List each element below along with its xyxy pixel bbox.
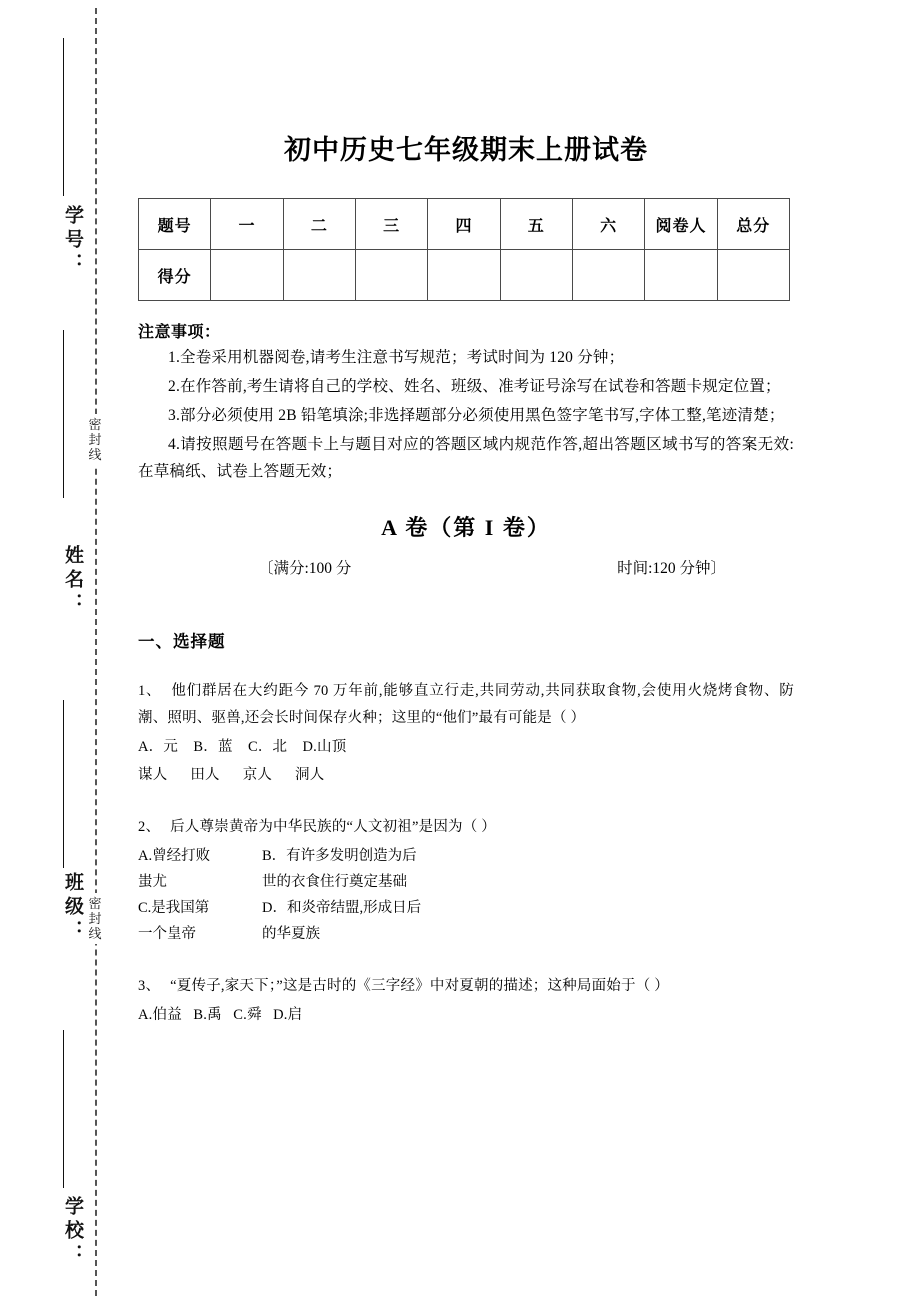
question-3-number: 3、 bbox=[138, 978, 161, 994]
sidebar-rule-1 bbox=[63, 38, 64, 196]
question-3-text: “夏传子,家天下；”这是古时的《三字经》中对夏朝的描述；这种局面始于（ ） bbox=[170, 978, 669, 994]
question-1-stem bbox=[138, 678, 794, 732]
seal-line-label-2-char-2: 封 bbox=[88, 911, 102, 926]
table-cell-score-4[interactable] bbox=[428, 250, 500, 301]
notes-item-2: 2.在作答前,考生请将自己的学校、姓名、班级、准考证号涂写在试卷和答题卡规定位置； bbox=[168, 378, 781, 395]
question-2-options bbox=[138, 843, 794, 947]
content-column bbox=[138, 0, 794, 1028]
part-full-marks: 〔满分:100 分 bbox=[258, 560, 352, 577]
page-title: 初中历史七年级期末上册试卷 bbox=[284, 135, 648, 165]
seal-line-label-1-char-3: 线 bbox=[88, 447, 102, 462]
table-cell-header-2: 二 bbox=[283, 199, 355, 250]
question-3-options-row-1[interactable]: A.伯益 B.禹 C.舜 D.启 bbox=[138, 1007, 303, 1023]
part-time-limit: 时间:120 分钟〕 bbox=[617, 560, 726, 577]
seal-line-label-2 bbox=[84, 893, 106, 944]
table-cell-score-6[interactable] bbox=[572, 250, 644, 301]
question-2-option-b-line-2[interactable]: 世的衣食住行奠定基础 bbox=[262, 874, 407, 890]
question-2-option-d-line-1[interactable]: D．和炎帝结盟,形成日后 bbox=[262, 900, 422, 916]
table-cell-score-2[interactable] bbox=[283, 250, 355, 301]
seal-line-label-2-char-1: 密 bbox=[88, 896, 102, 911]
question-2-option-b-line-1[interactable]: B．有许多发明创造为后 bbox=[262, 848, 417, 864]
question-3-stem bbox=[138, 973, 794, 1000]
seal-line-label-1-char-1: 密 bbox=[88, 417, 102, 432]
question-1-options-row-1[interactable]: A．元 B．蓝 C．北 D.山顶 bbox=[138, 739, 347, 755]
question-3 bbox=[138, 973, 794, 1028]
question-1-text: 他们群居在大约距今 70 万年前,能够直立行走,共同劳动,共同获取食物,会使用火烧烤食物、防潮、照明、驱兽,还会长时间保存火种；这里的“他们”最有可能是（ ） bbox=[138, 683, 794, 726]
notes-item-4: 4.请按照题号在答题卡上与题目对应的答题区域内规范作答,超出答题区域书写的答案无效:在草稿纸、试卷上答题无效； bbox=[138, 436, 794, 480]
notes-heading: 注意事项： bbox=[138, 324, 221, 341]
table-cell-score-3[interactable] bbox=[355, 250, 427, 301]
question-2-stem bbox=[138, 814, 794, 841]
sidebar-label-class: 班级： bbox=[62, 872, 83, 944]
question-2-number: 2、 bbox=[138, 819, 161, 835]
part-meta bbox=[138, 556, 794, 580]
table-row bbox=[139, 250, 790, 301]
table-cell-score-1[interactable] bbox=[211, 250, 283, 301]
table-cell-header-grader: 阅卷人 bbox=[645, 199, 717, 250]
question-2-options-row-2 bbox=[138, 869, 794, 895]
table-cell-header-3: 三 bbox=[355, 199, 427, 250]
table-cell-header-6: 六 bbox=[572, 199, 644, 250]
table-cell-header-1: 一 bbox=[211, 199, 283, 250]
question-2-text: 后人尊崇黄帝为中华民族的“人文初祖”是因为（ ） bbox=[170, 819, 496, 835]
table-cell-header-4: 四 bbox=[428, 199, 500, 250]
question-2-option-a-line-2[interactable]: 蚩尤 bbox=[138, 874, 167, 890]
part-title: A 卷（第 I 卷） bbox=[381, 515, 551, 540]
question-1 bbox=[138, 678, 794, 788]
table-cell-score-total[interactable] bbox=[717, 250, 789, 301]
question-2-options-row-4 bbox=[138, 921, 794, 947]
sidebar-rule-2 bbox=[63, 330, 64, 498]
question-1-options-row-2[interactable]: 谋人 田人 京人 洞人 bbox=[138, 767, 325, 783]
question-2-options-row-3 bbox=[138, 895, 794, 921]
question-2-option-c-line-2[interactable]: 一个皇帝 bbox=[138, 926, 196, 942]
table-cell-header-total: 总分 bbox=[717, 199, 789, 250]
table-cell-score-label: 得分 bbox=[139, 250, 211, 301]
question-2-option-c-line-1[interactable]: C.是我国第 bbox=[138, 900, 210, 916]
seal-line-label-1-char-2: 封 bbox=[88, 432, 102, 447]
table-row bbox=[139, 199, 790, 250]
score-table bbox=[138, 198, 790, 301]
sidebar-label-school: 学校： bbox=[62, 1196, 83, 1268]
table-cell-score-grader[interactable] bbox=[645, 250, 717, 301]
question-2-option-a-line-1[interactable]: A.曾经打败 bbox=[138, 848, 211, 864]
table-cell-score-5[interactable] bbox=[500, 250, 572, 301]
question-1-number: 1、 bbox=[138, 683, 162, 699]
table-cell-header-5: 五 bbox=[500, 199, 572, 250]
notes-item-1: 1.全卷采用机器阅卷,请考生注意书写规范；考试时间为 120 分钟； bbox=[168, 349, 625, 366]
question-2-options-row-1 bbox=[138, 843, 794, 869]
seal-line-label-1 bbox=[84, 414, 106, 465]
question-2-option-d-line-2[interactable]: 的华夏族 bbox=[262, 926, 320, 942]
question-2 bbox=[138, 814, 794, 947]
sidebar-label-student-id: 学号： bbox=[62, 205, 83, 277]
sidebar-label-name: 姓名： bbox=[62, 545, 83, 617]
sidebar-rule-4 bbox=[63, 1030, 64, 1188]
table-cell-header-label: 题号 bbox=[139, 199, 211, 250]
notes-item-3: 3.部分必须使用 2B 铅笔填涂;非选择题部分必须使用黑色签字笔书写,字体工整,笔迹清楚； bbox=[168, 407, 785, 424]
seal-line-label-2-char-3: 线 bbox=[88, 926, 102, 941]
sidebar-rule-3 bbox=[63, 700, 64, 868]
section-heading-choice: 一、选择题 bbox=[138, 632, 226, 651]
seal-dashed-line bbox=[95, 8, 97, 1296]
